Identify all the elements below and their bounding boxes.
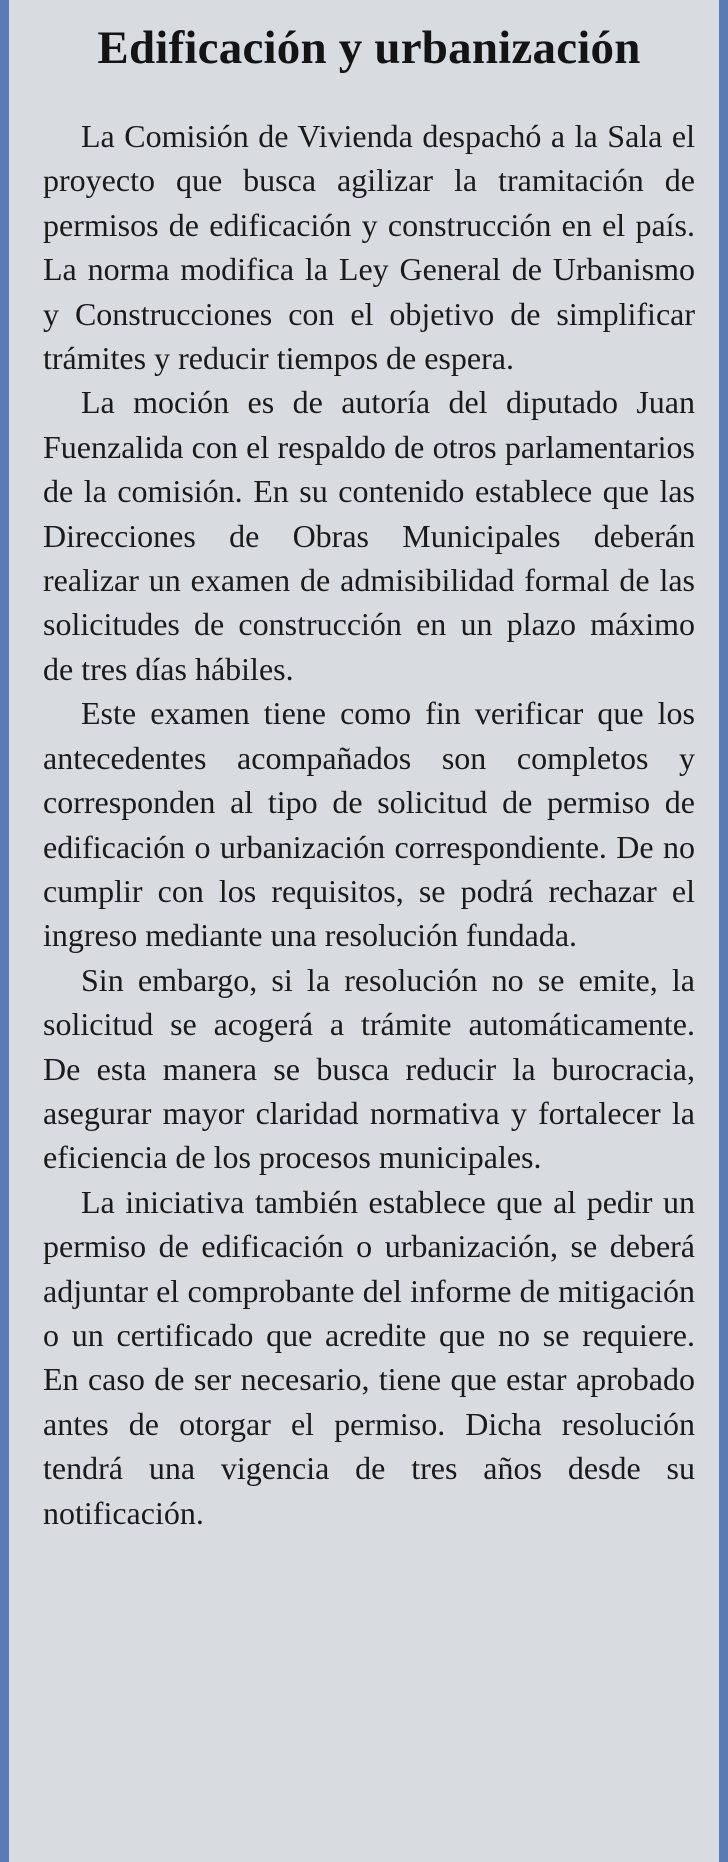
article-body (43, 114, 695, 1535)
paragraph-5: La iniciativa también establece que al pedir un permiso de edificación o urbanización, se deberá adjuntar el comprobante del informe de mitigación o un certificado que acredite que no se requiere. En caso de ser necesario, tiene que estar aprobado antes de otorgar el permiso. Dicha resolución tendrá una vigencia de tres años desde su notificación. (43, 1183, 695, 1531)
paragraph-4: Sin embargo, si la resolución no se emite, la solicitud se acogerá a trámite automáticamente. De esta manera se busca reducir la burocracia, asegurar mayor claridad normativa y fortalecer la eficiencia de los procesos municipales. (43, 961, 695, 1176)
paragraph-2: La moción es de autoría del diputado Juan Fuenzalida con el respaldo de otros parlamentarios de la comisión. En su contenido establece que las Direcciones de Obras Municipales deberán realizar un examen de admisibilidad formal de las solicitudes de construcción en un plazo máximo de tres días hábiles. (43, 384, 695, 687)
paragraph-1: La Comisión de Vivienda despachó a la Sala el proyecto que busca agilizar la tramitación de permisos de edificación y construcción en el país. La norma modifica la Ley General de Urbanismo y Construcciones con el objetivo de simplificar trámites y reducir tiempos de espera. (43, 118, 695, 377)
paragraph-3: Este examen tiene como fin verificar que los antecedentes acompañados son completos y corresponden al tipo de solicitud de permiso de edificación o urbanización correspondiente. De no cumplir con los requisitos, se podrá rechazar el ingreso mediante una resolución fundada. (43, 695, 695, 954)
article-headline: Edificación y urbanización (97, 22, 641, 74)
